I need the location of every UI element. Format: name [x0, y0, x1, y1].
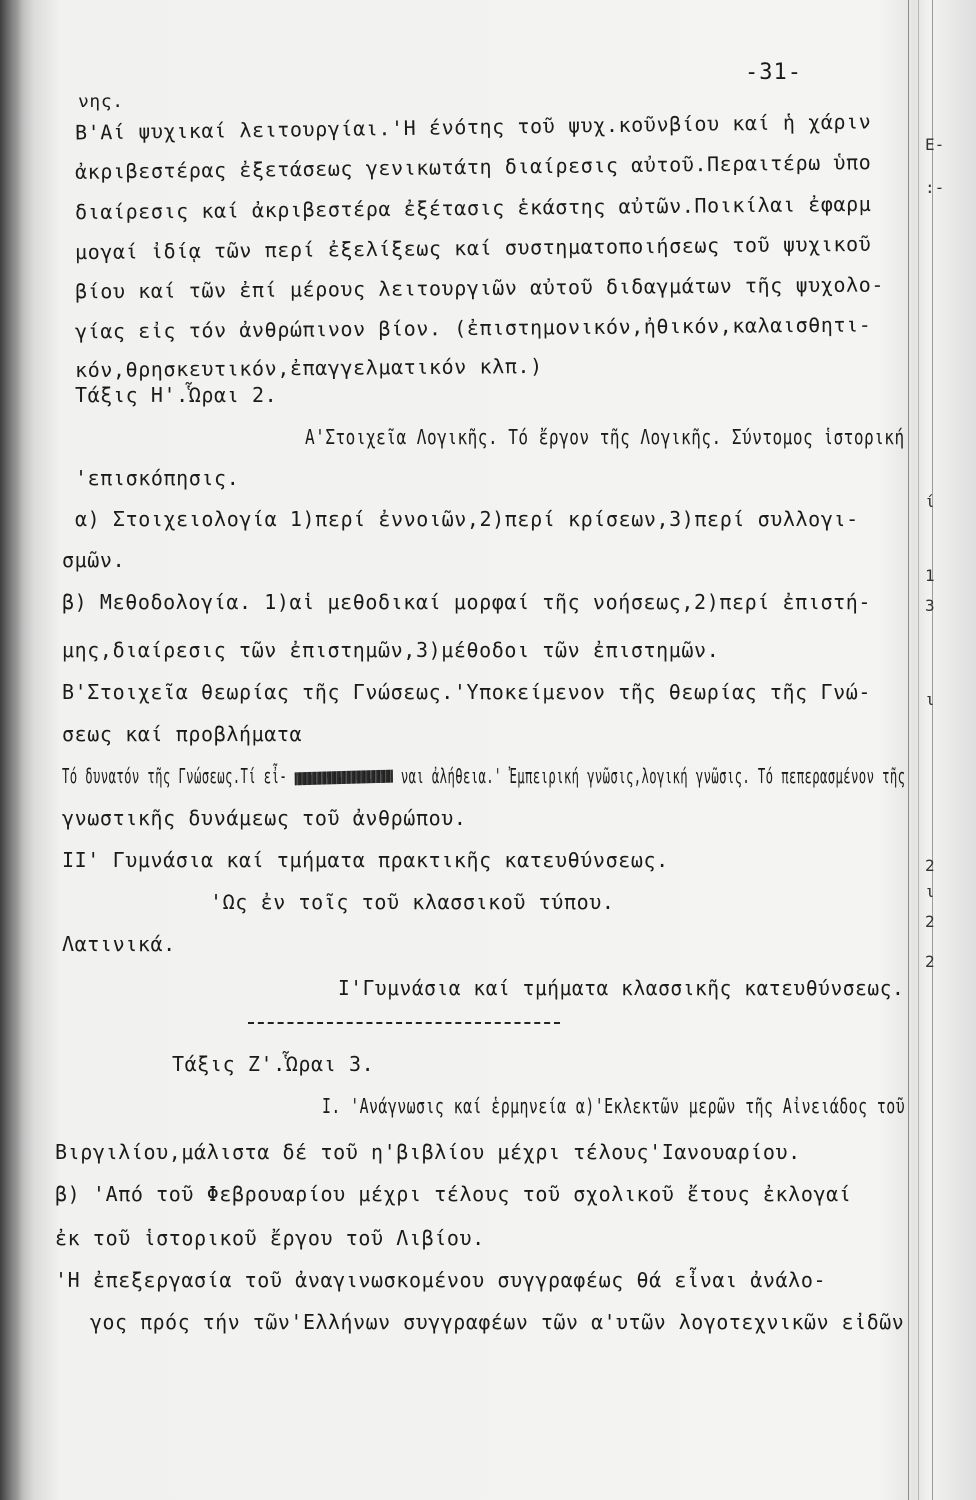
- text-line: γίας εἰς τόν ἀνθρώπινον βίον. (ἐπιστημονικόν,ἠθικόν,καλαισθητι-: [74, 312, 872, 344]
- margin-note: ι: [925, 882, 935, 901]
- text-line: α) Στοιχειολογία 1)περί ἐννοιῶν,2)περί κρίσεων,3)περί συλλογι-: [75, 507, 859, 531]
- text-line: Β'Αί ψυχικαί λειτουργίαι.'Η ένότης τοῦ ψυχ.κοῦνβίου καί ἡ χάριν: [74, 109, 872, 145]
- text-line: Τάξις Η'.Ὧραι 2.: [75, 383, 278, 407]
- text-line: Β'Στοιχεῖα θεωρίας τῆς Γνώσεως.'Υποκείμενον τῆς θεωρίας τῆς Γνώ-: [62, 680, 872, 704]
- page-number: -31-: [745, 60, 802, 85]
- heading-underline: [248, 1022, 560, 1024]
- margin-rule: [918, 0, 919, 1500]
- margin-note: 2: [925, 912, 935, 931]
- margin-note: ί: [925, 492, 935, 511]
- section-heading: Α'Στοιχεῖα Λογικῆς. Τό ἔργον τῆς Λογικῆς. Σύντομος ἱστορική: [305, 425, 905, 449]
- section-heading: 'Ως ἐν τοῖς τοῦ κλασσικοῦ τύπου.: [210, 890, 615, 914]
- section-heading: Τάξις Ζ'.Ὧραι 3.: [172, 1052, 375, 1076]
- text-line: μης,διαίρεσις τῶν ἐπιστημῶν,3)μέθοδοι τῶν ἐπιστημῶν.: [62, 638, 720, 662]
- margin-note: 1: [925, 566, 935, 585]
- text-line: νης.: [78, 91, 124, 112]
- margin-note: 3: [925, 596, 935, 615]
- text-line: β) 'Από τοῦ Φεβρουαρίου μέχρι τέλους τοῦ σχολικοῦ ἔτους ἐκλογαί: [55, 1182, 852, 1206]
- text-line: 'επισκόπησις.: [75, 466, 240, 490]
- text-line: βίου καί τῶν ἐπί μέρους λειτουργιῶν αὐτοῦ διδαγμάτων τῆς ψυχολο-: [74, 272, 885, 304]
- text-line: ΙΙ' Γυμνάσια καί τμήματα πρακτικῆς κατευθύνσεως.: [62, 848, 669, 872]
- margin-rule: [908, 0, 909, 1500]
- text-line: σεως καί προβλήματα: [62, 722, 303, 746]
- margin-note: 2: [925, 952, 935, 971]
- margin-note: ι: [925, 690, 935, 709]
- text-fragment: ναι ἀλήθεια.' Ἐμπειρική γνῶσις,λογική γνῶσις. Τό πεπερασμένον τῆς: [400, 764, 906, 788]
- margin-note: Ε-: [925, 135, 945, 154]
- subject-heading: Ι'Γυμνάσια καί τμήματα κλασσικῆς κατευθύνσεως.: [338, 976, 905, 1000]
- text-line: ἐκ τοῦ ἱστορικοῦ ἔργου τοῦ Λιβίου.: [55, 1226, 485, 1250]
- margin-note: 2: [925, 856, 935, 875]
- text-line: γος πρός τήν τῶν'Ελλήνων συγγραφέων τῶν α'υτῶν λογοτεχνικῶν εἰδῶν: [90, 1310, 905, 1334]
- section-heading: Ι. 'Ανάγνωσις καί ἑρμηνεία α)'Εκλεκτῶν μερῶν τῆς Αἰνειάδος τοῦ: [322, 1094, 906, 1118]
- struck-out-text: [295, 770, 393, 786]
- text-line: [62, 764, 905, 788]
- text-line: 'Η ἐπεξεργασία τοῦ ἀναγινωσκομένου συγγραφέως θά εἶναι ἀνάλο-: [55, 1268, 827, 1292]
- binding-edge: [0, 0, 22, 1500]
- margin-note: :-: [925, 178, 945, 197]
- text-line: μογαί ἰδίᾳ τῶν περί ἐξελίξεως καί συστηματοποιήσεως τοῦ ψυχικοῦ: [74, 231, 872, 265]
- text-line: διαίρεσις καί ἀκριβεστέρα ἐξέτασις ἑκάστης αὐτῶν.Ποικίλαι ἐφαρμ: [74, 191, 872, 225]
- text-line: Βιργιλίου,μάλιστα δέ τοῦ η'βιβλίου μέχρι τέλους'Ιανουαρίου.: [55, 1140, 801, 1164]
- text-line: β) Μεθοδολογία. 1)αἱ μεθοδικαί μορφαί τῆς νοήσεως,2)περί ἐπιστή-: [62, 590, 872, 614]
- text-line: ἀκριβεστέρας ἐξετάσεως γενικωτάτη διαίρεσις αὐτοῦ.Περαιτέρω ὑπο: [74, 150, 872, 184]
- text-fragment: Τό δυνατόν τῆς Γνώσεως.Τί εἶ-: [62, 764, 288, 788]
- text-line: Λατινικά.: [62, 932, 176, 956]
- text-line: κόν,θρησκευτικόν,ἐπαγγελματικόν κλπ.): [74, 353, 543, 383]
- margin-rule: [932, 0, 933, 1500]
- text-line: γνωστικῆς δυνάμεως τοῦ ἀνθρώπου.: [62, 806, 467, 830]
- text-line: σμῶν.: [62, 548, 126, 572]
